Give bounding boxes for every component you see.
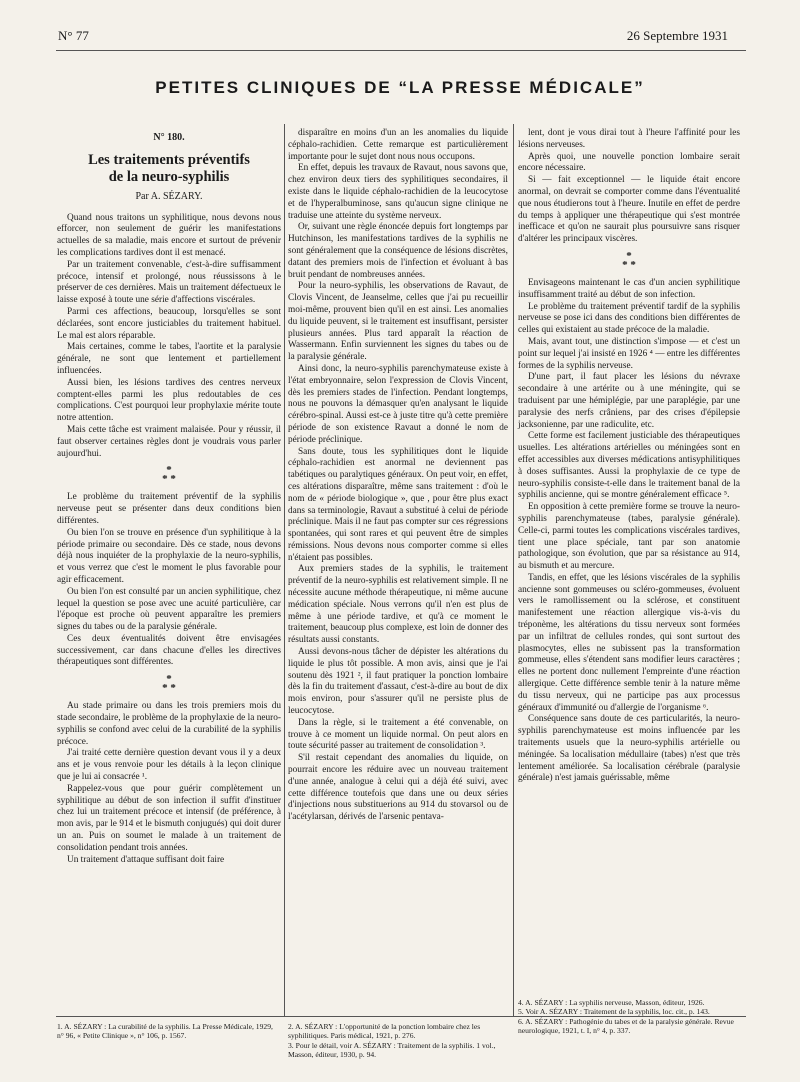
paragraph: Le problème du traitement préventif tardif de la syphilis nerveuse se pose ici dans des conditions bien différentes de celles qui existaient au stade précoce de la maladie. [518, 301, 740, 336]
section-separator: * * * [162, 464, 176, 486]
article-byline: Par A. SÉZARY. [135, 190, 203, 202]
paragraph: Mais, avant tout, une distinction s'impose — et c'est un point sur lequel j'ai insisté en 1926 ⁴ — entre les différentes formes de la syphilis nerveuse. [518, 336, 740, 371]
footnotes-col3 [518, 998, 740, 1036]
paragraph: Rappelez-vous que pour guérir complètement un syphilitique au début de son infection il suffit d'instituer chez lui un traitement précoce et intensif (de préférence, à mon avis, par le 914 et le bismuth conjugués) qui doit durer un an. Puis on soumet le malade à un traitement de consolidation pendant trois années. [57, 783, 281, 853]
article-title: Les traitements préventifs de la neuro-syphilis [88, 151, 250, 185]
issue-date: 26 Septembre 1931 [626, 28, 728, 43]
paragraph: En opposition à cette première forme se trouve la neuro-syphilis parenchymateuse (tabes, paralysie générale). Celle-ci, parmi toutes les complications viscérales tardives, tient une place spéciale, tant par son anatomie pathologique, son évolution, que par sa résistance au 914, au bismuth et au mercure. [518, 502, 740, 572]
footnote: 6. A. SÉZARY : Pathogénie du tabes et de la paralysie générale. Revue neurologique, 1921, t. I, n° 4, p. 337. [518, 1016, 734, 1036]
column-divider [513, 124, 514, 1016]
paragraph: S'il restait cependant des anomalies du liquide, on pourrait encore les réduire avec un nouveau traitement d'une année, analogue à celui qui a déjà été suivi, avec cette différence toutefois que dans une ou deux séries d'injections nous substituerions au 914 du stovarsol ou de l'acétylarsan, dérivés de l'arsenic pentava- [288, 753, 508, 823]
paragraph: En effet, depuis les travaux de Ravaut, nous savons que, chez environ deux tiers des syphilitiques secondaires, il existe dans le liquide céphalo-rachidien de la leucocytose et de l'hyperalbuminose, sans qu'aucun signe clinique ne traduise une atteinte du système nerveux. [288, 163, 508, 221]
column-1 [57, 128, 281, 866]
column-2 [288, 128, 508, 824]
paragraph: Quand nous traitons un syphilitique, nous devons nous efforcer, non seulement de guérir les manifestations actuelles de sa maladie, mais encore et surtout de prévenir les complications tardives dont il est menacé. [57, 212, 281, 258]
paragraph: Sans doute, tous les syphilitiques dont le liquide céphalo-rachidien est anormal ne deviennent pas tabétiques ou paralytiques généraux. On peut voir, en effet, ces altérations disparaître, même sans traitement : d'où le nom de « période biologique », que , pour être plus exact dans sa terminologie, Ravaut a substitué à celui de période préclinique. Mais il ne faut pas compter sur ces régressions spontanées, qui sont rares et qui peuvent être de simples rémissions. Nous devons nous comporter comme si elles n'étaient pas possibles. [288, 446, 508, 563]
header-rule [56, 50, 746, 51]
footnote: 3. Pour le détail, voir A. SÉZARY : Traitement de la syphilis. 1 vol., Masson, éditeur, 1930, p. 94. [288, 1040, 496, 1060]
column-2-body [288, 128, 508, 824]
paragraph: Un traitement d'attaque suffisant doit faire [67, 854, 225, 865]
series-title: PETITES CLINIQUES DE “LA PRESSE MÉDICALE” [155, 78, 645, 97]
paragraph: Cette forme est facilement justiciable des thérapeutiques usuelles. Les altérations artérielles ou méningées sont en effet accessibles aux diverses médications antisyphilitiques à doses suffisantes. Aussi la prophylaxie de ce type de neuro-syphilis consiste-t-elle dans le traitement banal de la syphilis ancienne, qui se montre généralement efficace ⁵. [518, 431, 740, 501]
paragraph: Pour la neuro-syphilis, les observations de Ravaut, de Clovis Vincent, de Jeanselme, celles que j'ai pu recueillir moi-même, prouvent bien qu'il en est ainsi. Les anomalies du liquide peuvent, si le traitement est insuffisant, persister plusieurs années. Plus tard apparaît la réaction de Wassermann. Enfin surviennent les signes du tabes ou de la paralysie générale. [288, 281, 508, 363]
footnote: 2. A. SÉZARY : L'opportunité de la ponction lombaire chez les syphilitiques. Paris médical, 1921, p. 276. [288, 1022, 481, 1041]
paragraph: D'une part, il faut placer les lésions du névraxe secondaire à une artérite ou à une méningite, qui se traduisent par une hémiplégie, par une paraplégie, par une paralysie des nerfs crâniens, par des crises d'épilepsie jacksonienne, par une radiculite, etc. [518, 372, 740, 430]
paragraph: Or, suivant une règle énoncée depuis fort longtemps par Hutchinson, les manifestations tardives de la syphilis ne sont généralement que la conséquence de lésions discrètes, datant des premiers mois de l'infection et évoluant à bas bruit pendant de nombreuses années. [288, 222, 508, 280]
paragraph: Dans la règle, si le traitement a été convenable, on trouve à ce moment un liquide normal. On peut alors en toute sécurité passer au traitement de consolidation ³. [288, 717, 508, 752]
paragraph: Parmi ces affections, beaucoup, lorsqu'elles se sont déclarées, sont encore justiciables du traitement habituel. Le mal est alors réparable. [57, 306, 281, 341]
column-divider [284, 124, 285, 1016]
section-separator: * * * [162, 673, 176, 695]
footnote: 1. A. SÉZARY : La curabilité de la syphilis. La Presse Médicale, 1929, n° 96, « Petite Clinique », n° 106, p. 1567. [57, 1022, 273, 1041]
paragraph: Le problème du traitement préventif de la syphilis nerveuse peut se présenter dans deux conditions bien différentes. [57, 492, 281, 526]
paragraph: Mais cette tâche est vraiment malaisée. Pour y réussir, il faut observer certaines règles dont je voudrais vous parler aujourd'hui. [57, 424, 281, 459]
paragraph: Envisageons maintenant le cas d'un ancien syphilitique insuffisamment traité au début de son infection. [518, 277, 740, 300]
footnotes-col1 [57, 1022, 281, 1041]
column-3-body [518, 128, 740, 785]
paragraph: Mais certaines, comme le tabes, l'aortite et la paralysie générale, ne sont que lentement et partiellement influencées. [57, 342, 281, 376]
paragraph: disparaître en moins d'un an les anomalies du liquide céphalo-rachidien. Cette remarque est particulièrement importante pour le sujet dont nous nous occupons. [288, 128, 508, 162]
issue-number: N° 77 [58, 28, 89, 43]
paragraph: Tandis, en effet, que les lésions viscérales de la syphilis ancienne sont gommeuses ou scléro-gommeuses, évoluent vers le ramollissement ou la sclérose, et constituent manifestement une réaction allergique vis-à-vis du tréponème, les altérations du tissu nerveux sont formées par un infiltrat de cellules rondes, qui sont surtout des plasmocytes, elles ne subissent pas la transformation gommeuse, elles s'étendent sans modifier leurs caractères ; elles ne portent donc nullement l'empreinte d'une réaction allergique. Cette différence semble tenir à la nature même du tissu nerveux, qui ne participe pas aux processus généraux d'immunité ou d'allergie de l'organisme ⁶. [518, 572, 740, 713]
paragraph: lent, dont je vous dirai tout à l'heure l'affinité pour les lésions nerveuses. [518, 128, 740, 150]
column-3 [518, 128, 740, 785]
paragraph: J'ai traité cette dernière question devant vous il y a deux ans et je vous renvoie pour les détails à la leçon clinique que je lui ai consacrée ¹. [57, 748, 281, 783]
footnotes-col2 [288, 1022, 508, 1060]
paragraph: Aussi bien, les lésions tardives des centres nerveux comptent-elles parmi les plus redoutables de ces complications. C'est pourquoi leur prophylaxie mérite toute notre attention. [57, 377, 281, 424]
paragraph: Aussi devons-nous tâcher de dépister les altérations du liquide le plus tôt possible. A mon avis, ainsi que je l'ai soutenu dès 1921 ², il faut pratiquer la ponction lombaire dès la fin du traitement d'assaut, c'est-à-dire au bout de dix mois environ, pour s'assurer qu'il ne persiste plus de leucocytose. [288, 647, 508, 717]
footnote: 4. A. SÉZARY : La syphilis nerveuse, Masson, éditeur, 1926. [518, 998, 705, 1007]
paragraph: Ces deux éventualités doivent être envisagées successivement, car dans chacune d'elles les directives thérapeutiques sont différentes. [57, 633, 281, 668]
paragraph: Ou bien l'on se trouve en présence d'un syphilitique à la période primaire ou secondaire. Dès ce stade, nous devons déjà nous inquiéter de la prophylaxie de la neuro-syphilis, et vous verrez que c'est le moment le plus favorable pour agir efficacement. [57, 527, 281, 585]
paragraph: Au stade primaire ou dans les trois premiers mois du stade secondaire, le problème de la prophylaxie de la neuro-syphilis se confond avec celui de la curabilité de la syphilis précoce. [57, 701, 281, 747]
paragraph: Aux premiers stades de la syphilis, le traitement préventif de la neuro-syphilis est relativement simple. Il ne nécessite aucune méthode thérapeutique, ni même aucune médication spéciale. Nous verrons qu'il n'en est plus de même à une période tardive, et qu'à ce moment le traitement, beaucoup plus complexe, est loin de donner des résultats aussi constants. [288, 564, 508, 646]
article-number: N° 180. [153, 132, 185, 143]
paragraph: Par un traitement convenable, c'est-à-dire suffisamment précoce, intensif et prolongé, nous réussissons à le préserver de ces dernières. Mais un traitement défectueux le laisse exposé à toute une série d'affections viscérales. [57, 259, 281, 306]
paragraph: Ainsi donc, la neuro-syphilis parenchymateuse existe à l'état embryonnaire, selon l'expression de Clovis Vincent, dès les premiers stades de l'infection. Pendant longtemps, nous ne pouvons la démasquer qu'en analysant le liquide cérébro-spinal. Aussi est-ce à juste titre qu'à cette première période de son existence Ravaut a donné le nom de période préclinique. [288, 363, 508, 445]
section-separator: * * * [622, 249, 636, 271]
paragraph: Si — fait exceptionnel — le liquide était encore anormal, on devrait se comporter comme dans l'éventualité que nous étudierons tout à l'heure. Inutile en effet de perdre du temps à appliquer une thérapeutique qui s'est montrée inefficace et qu'on ne saurait plus poursuivre sans risquer d'altérer les principaux viscères. [518, 175, 740, 245]
paragraph: Ou bien l'on est consulté par un ancien syphilitique, chez lequel la question se pose avec une acuité particulière, car l'époque est proche où peuvent apparaître les premiers signes du tabes ou de la paralysie générale. [57, 586, 281, 633]
paragraph: Conséquence sans doute de ces particularités, la neuro-syphilis parenchymateuse est moins influencée par les traitements usuels que la neuro-syphilis artérielle ou méningée. Sa localisation médullaire (tabes) n'est que très lentement améliorée. Sa localisation cérébrale (paralysie générale) n'est jamais guérissable, même [518, 714, 740, 784]
footnote: 5. Voir A. SÉZARY : Traitement de la syphilis, loc. cit., p. 143. [518, 1007, 710, 1017]
column-1-body [57, 213, 281, 867]
paragraph: Après quoi, une nouvelle ponction lombaire serait encore nécessaire. [518, 151, 740, 174]
